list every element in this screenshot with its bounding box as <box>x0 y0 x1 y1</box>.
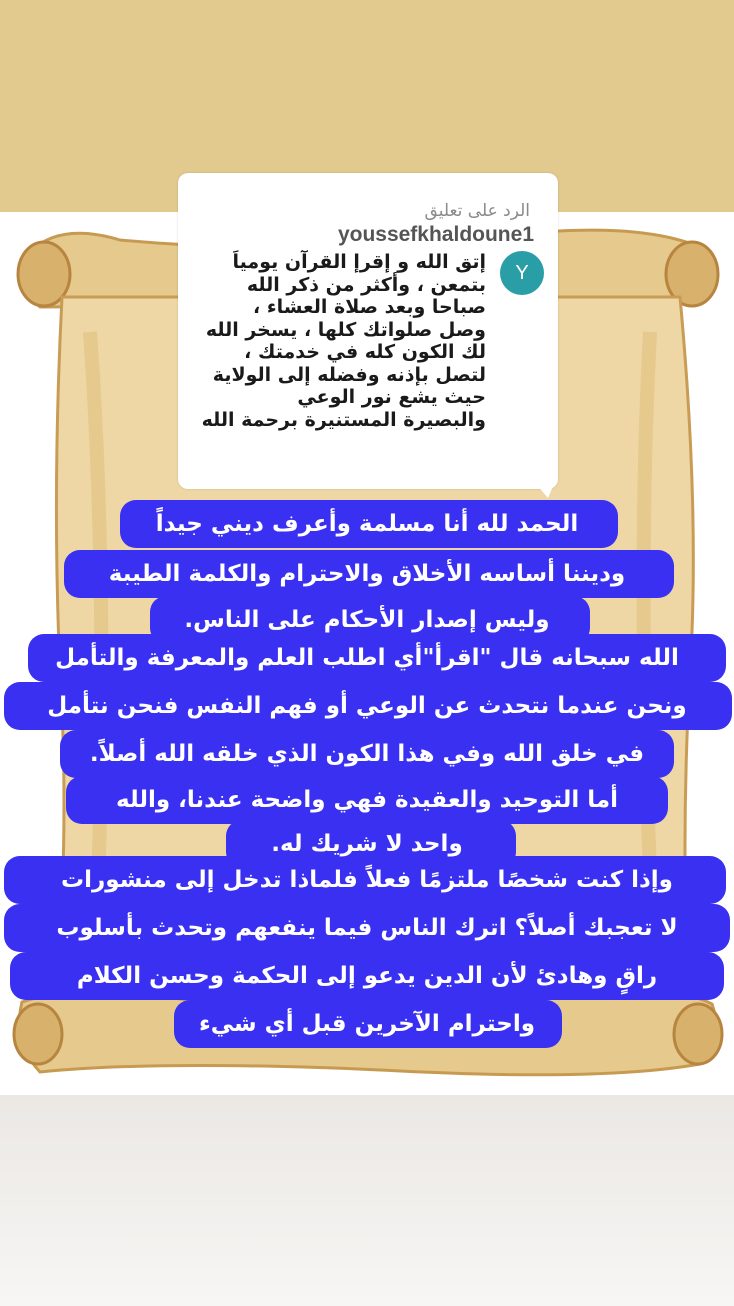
reply-header: الرد على تعليق <box>424 201 530 221</box>
response-line: ونحن عندما نتحدث عن الوعي أو فهم النفس فنحن نتأمل <box>47 693 687 719</box>
response-line: واحد لا شريك له. <box>271 831 463 857</box>
response-line: وليس إصدار الأحكام على الناس. <box>184 607 550 633</box>
comment-line: حيث يشع نور الوعي <box>297 386 486 408</box>
commenter-username[interactable]: youssefkhaldoune1 <box>337 223 534 246</box>
comment-text <box>186 251 486 431</box>
response-line: الحمد لله أنا مسلمة وأعرف ديني جيداً <box>155 511 579 537</box>
response-line: لا تعجبك أصلاً؟ اترك الناس فيما ينفعهم وتحدث بأسلوب <box>56 915 678 941</box>
comment-line: وصل صلواتك كلها ، يسخر الله <box>205 318 486 341</box>
response-line: وإذا كنت شخصًا ملتزمًا فعلاً فلماذا تدخل إلى منشورات <box>61 867 673 893</box>
comment-line: لتصل بإذنه وفضله إلى الولاية <box>212 363 486 386</box>
comment-line: والبصيرة المستنيرة برحمة الله <box>201 408 486 431</box>
response-line: أما التوحيد والعقيدة فهي واضحة عندنا، والله <box>116 787 618 813</box>
comment-line: بتمعن ، وأكثر من ذكر الله <box>246 273 486 296</box>
response-line: في خلق الله وفي هذا الكون الذي خلقه الله أصلاً. <box>89 741 645 767</box>
response-line: واحترام الآخرين قبل أي شيء <box>198 1011 536 1037</box>
commenter-avatar[interactable]: Y <box>500 251 544 295</box>
response-line: راقٍ وهادئ لأن الدين يدعو إلى الحكمة وحسن الكلام <box>76 963 658 989</box>
bottom-background <box>0 1095 734 1306</box>
response-line: وديننا أساسه الأخلاق والاحترام والكلمة الطيبة <box>108 561 626 587</box>
reply-card-tail <box>536 484 554 498</box>
comment-line: صباحا وبعد صلاة العشاء ، <box>253 296 486 318</box>
response-line: الله سبحانه قال "اقرأ"أي اطلب العلم والمعرفة والتأمل <box>55 645 679 671</box>
comment-line: إتق الله و إقرإ القرآن يومياَ <box>232 251 486 273</box>
comment-reply-card <box>178 173 558 489</box>
comment-line: لك الكون كله في خدمتك ، <box>244 341 486 363</box>
